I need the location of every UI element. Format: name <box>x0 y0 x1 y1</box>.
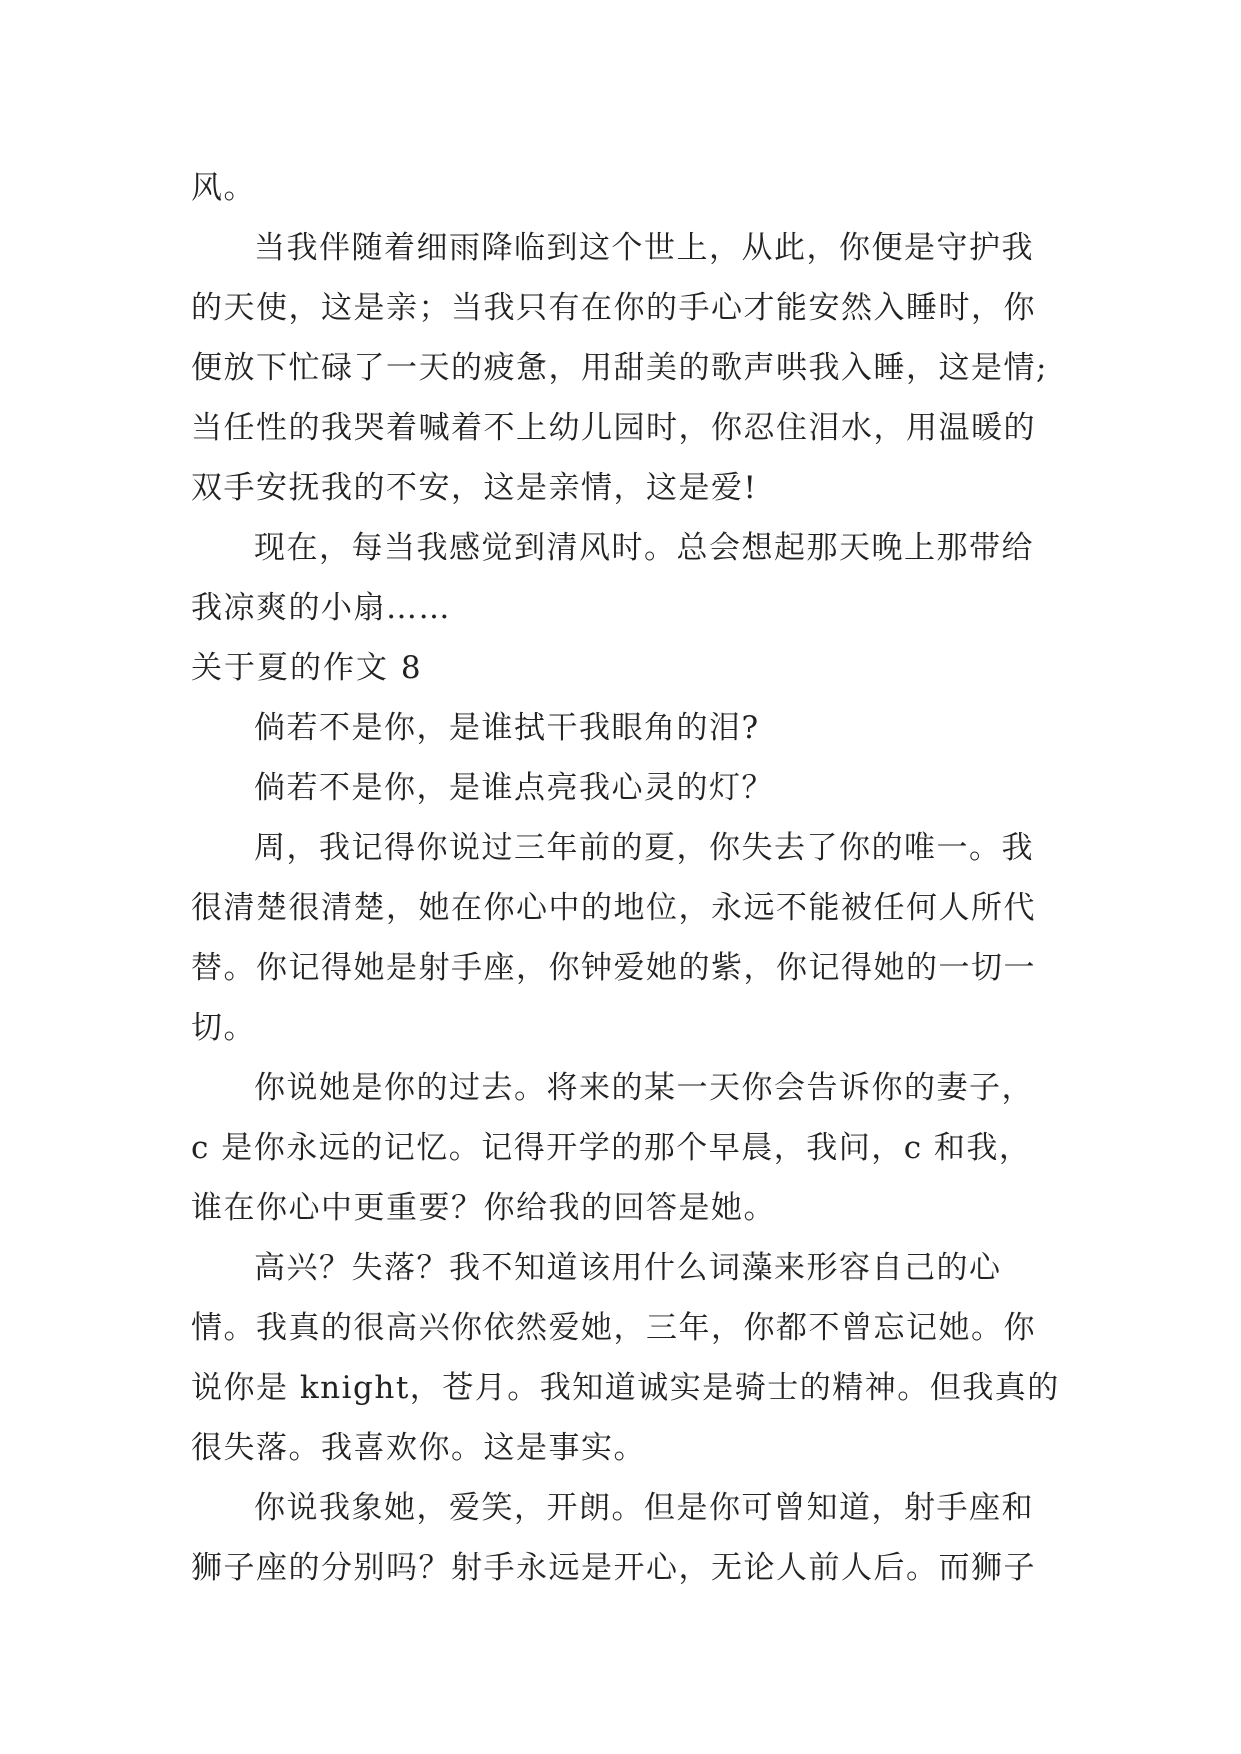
text-line: 你说我象她，爱笑，开朗。但是你可曾知道，射手座和 <box>254 1490 1034 1526</box>
text-line: 倘若不是你，是谁拭干我眼角的泪? <box>254 710 760 746</box>
text-line: 狮子座的分别吗？射手永远是开心，无论人前人后。而狮子 <box>191 1550 1036 1586</box>
document-page <box>191 158 1066 1598</box>
text-line: 当我伴随着细雨降临到这个世上，从此，你便是守护我 <box>254 230 1034 266</box>
text-line: 情。我真的很高兴你依然爱她，三年，你都不曾忘记她。你 <box>191 1310 1036 1346</box>
text-line: 便放下忙碌了一天的疲惫，用甜美的歌声哄我入睡，这是情; <box>191 350 1048 386</box>
text-line: 替。你记得她是射手座，你钟爱她的紫，你记得她的一切一 <box>191 950 1036 986</box>
section-heading: 关于夏的作文 8 <box>191 650 423 686</box>
text-line: 的天使，这是亲；当我只有在你的手心才能安然入睡时，你 <box>191 290 1036 326</box>
text-line: 高兴？失落？我不知道该用什么词藻来形容自己的心 <box>254 1250 1002 1286</box>
text-line: 当任性的我哭着喊着不上幼儿园时，你忍住泪水，用温暖的 <box>191 410 1036 446</box>
text-line: 很清楚很清楚，她在你心中的地位，永远不能被任何人所代 <box>191 890 1036 926</box>
text-line: 现在，每当我感觉到清风时。总会想起那天晚上那带给 <box>254 530 1034 566</box>
text-line: c 是你永远的记忆。记得开学的那个早晨，我问，c 和我， <box>191 1130 1032 1166</box>
text-line: 谁在你心中更重要？你给我的回答是她。 <box>191 1190 776 1226</box>
text-line: 很失落。我喜欢你。这是事实。 <box>191 1430 646 1466</box>
text-line: 切。 <box>191 1010 256 1046</box>
text-line: 说你是 knight，苍月。我知道诚实是骑士的精神。但我真的 <box>191 1370 1060 1406</box>
text-line: 双手安抚我的不安，这是亲情，这是爱! <box>191 470 758 506</box>
text-line: 周，我记得你说过三年前的夏，你失去了你的唯一。我 <box>254 830 1034 866</box>
text-line: 风。 <box>191 170 256 206</box>
text-line: 我凉爽的小扇…… <box>191 590 451 626</box>
text-line: 你说她是你的过去。将来的某一天你会告诉你的妻子， <box>254 1070 1034 1106</box>
text-line: 倘若不是你，是谁点亮我心灵的灯？ <box>254 770 774 806</box>
